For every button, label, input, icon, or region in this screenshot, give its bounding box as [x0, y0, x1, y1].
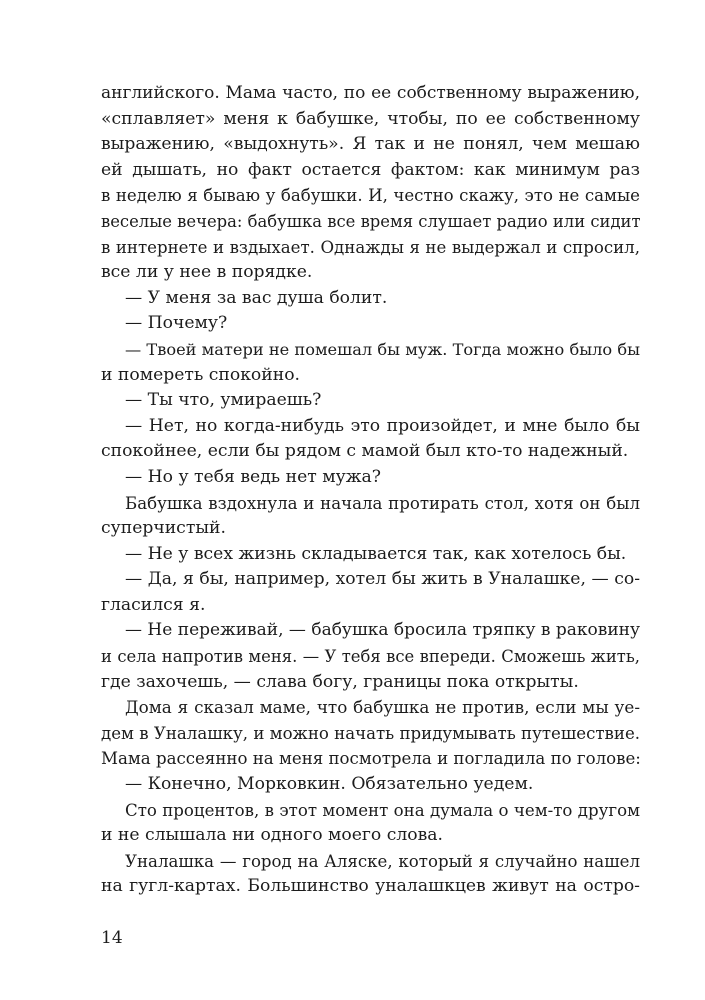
text-line: — Твоей матери не помешал бы муж. Тогда можно было бы [125, 339, 640, 359]
text-line: и помереть спокойно. [101, 364, 301, 385]
body-text [101, 81, 640, 900]
text-line: — Конечно, Морковкин. Обязательно уедем. [125, 774, 534, 795]
text-line: — Нет, но когда-нибудь это произойдет, и мне было бы [125, 415, 640, 436]
text-line: Уналашка — город на Аляске, который я случайно нашел [125, 851, 640, 871]
text-line: гласился я. [101, 594, 206, 615]
text-line: — Ты что, умираешь? [125, 390, 322, 411]
text-line: «сплавляет» меня к бабушке, чтобы, по ее собственному [101, 108, 640, 129]
text-line: суперчистый. [101, 518, 226, 539]
text-line: Бабушка вздохнула и начала протирать стол, хотя он был [125, 493, 640, 513]
text-line: — Не у всех жизнь складывается так, как хотелось бы. [125, 543, 627, 564]
text-line: веселые вечера: бабушка все время слушает радио или сидит [101, 211, 641, 231]
text-line: Сто процентов, в этот момент она думала о чем-то другом [125, 800, 640, 820]
page-number: 14 [101, 928, 123, 948]
text-line: Дома я сказал маме, что бабушка не против, если мы уе- [125, 697, 640, 718]
text-line: в интернете и вздыхает. Однажды я не выдержал и спросил, [101, 237, 640, 257]
text-line: где захочешь, — слава богу, границы пока открыты. [101, 671, 579, 692]
text-line: — Но у тебя ведь нет мужа? [125, 466, 381, 487]
text-line: ей дышать, но факт остается фактом: как минимум раз [101, 159, 640, 180]
text-line: спокойнее, если бы рядом с мамой был кто-то надежный. [101, 441, 629, 462]
text-line: — Не переживай, — бабушка бросила тряпку в раковину [125, 620, 640, 641]
text-line: все ли у нее в порядке. [101, 262, 313, 283]
text-line: и не слышала ни одного моего слова. [101, 825, 443, 846]
text-line: дем в Уналашку, и можно начать придумывать путешествие. [101, 723, 641, 743]
text-line: — Да, я бы, например, хотел бы жить в Уналашке, — со- [125, 569, 640, 590]
text-line: и села напротив меня. — У тебя все впереди. Сможешь жить, [101, 647, 640, 667]
text-line: выражению, «выдохнуть». Я так и не понял, чем мешаю [101, 134, 640, 155]
text-line: в неделю я бываю у бабушки. И, честно скажу, это не самые [101, 186, 640, 206]
text-line: — У меня за вас душа болит. [125, 287, 388, 308]
text-line: Мама рассеянно на меня посмотрела и погладила по голове: [101, 749, 641, 769]
text-line: — Почему? [125, 313, 228, 334]
text-line: на гугл-картах. Большинство уналашкцев живут на остро- [101, 876, 640, 897]
text-line: английского. Мама часто, по ее собственному выражению, [101, 83, 640, 103]
